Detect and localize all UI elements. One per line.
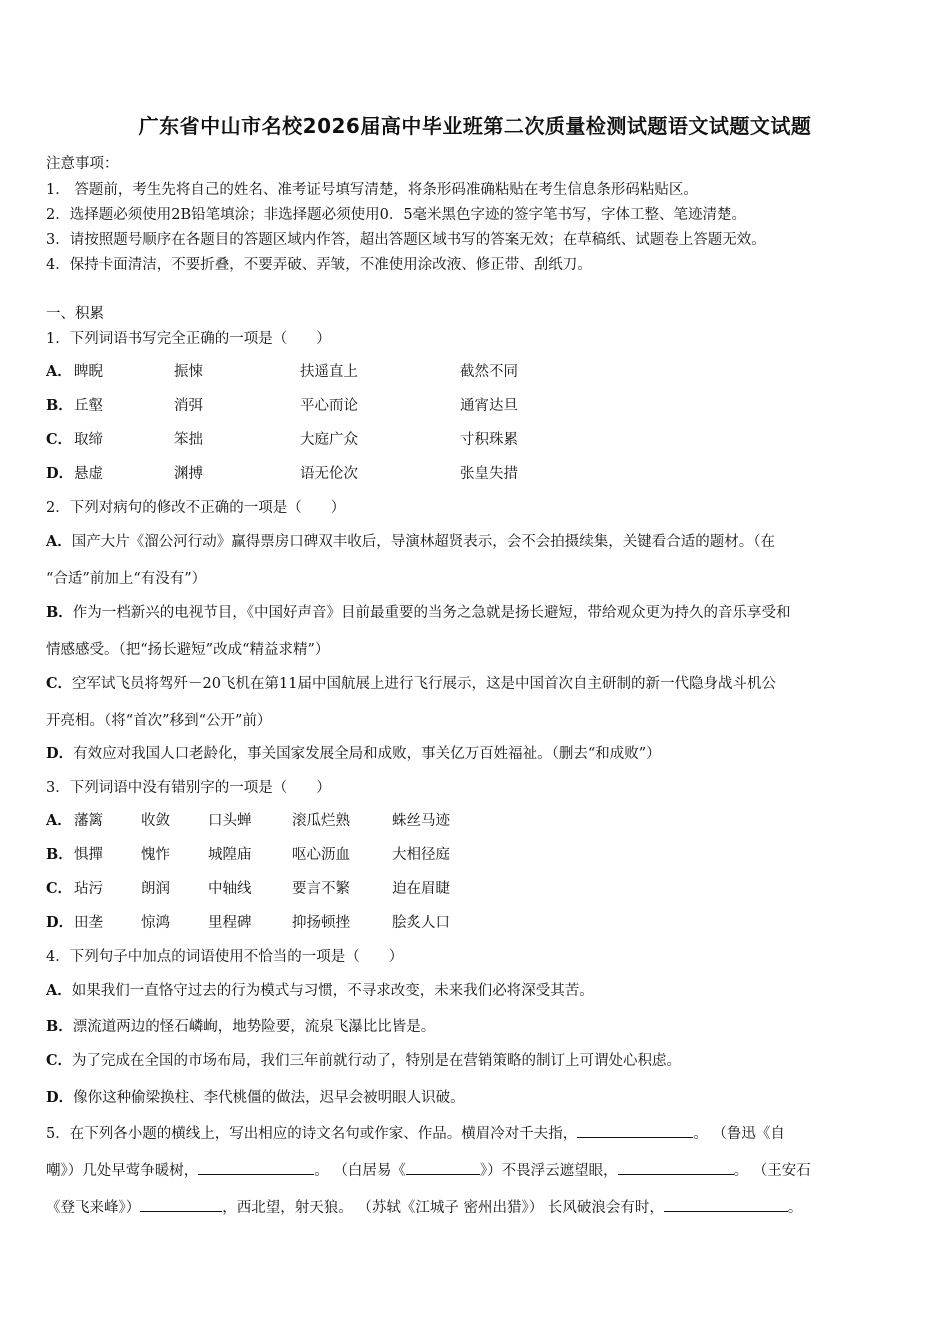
answer-blank[interactable] — [406, 1160, 480, 1175]
q5-text: ，西北望，射天狼。 （苏轼《江城子 密州出猎》） 长风破浪会有时， — [222, 1200, 664, 1216]
question-3-stem: 3．下列词语中没有错别字的一项是（ ） — [46, 780, 331, 796]
option-word: 惧撣 — [74, 847, 103, 863]
q5-text: 5．在下列各小题的横线上，写出相应的诗文名句或作家、作品。横眉冷对千夫指， — [46, 1126, 578, 1142]
section-heading: 一、积累 — [46, 306, 104, 322]
option-word: 振悚 — [174, 364, 203, 380]
option-label: C． — [46, 431, 73, 448]
notice-item: 1． 答题前，考生先将自己的姓名、准考证号填写清楚，将条形码准确粘贴在考生信息条形码粘贴区。 — [46, 182, 698, 198]
option-word: 惊鸿 — [141, 915, 170, 931]
option-word: 寸积珠累 — [460, 432, 518, 448]
question-4-option-a — [46, 979, 594, 1000]
q5-text: 。 （鲁迅《自 — [693, 1126, 785, 1142]
option-label: D． — [46, 465, 74, 482]
option-text: 漂流道两边的怪石嶙峋，地势险要，流泉飞瀑比比皆是。 — [72, 1019, 436, 1035]
option-label: D． — [46, 914, 74, 931]
option-word: 玷污 — [74, 881, 103, 897]
option-text: 国产大片《溜公河行动》赢得票房口碑双丰收后，导演林超贤表示，会不会拍摄续集，关键看合适的题材。（在 — [71, 534, 776, 550]
q5-text: 》）不畏浮云遮望眼， — [479, 1163, 618, 1179]
option-label: A． — [46, 982, 72, 999]
option-word: 要言不繁 — [292, 881, 350, 897]
question-5-line-2 — [46, 1159, 811, 1180]
option-word: 截然不同 — [460, 364, 518, 380]
option-word: 张皇失措 — [460, 466, 518, 482]
option-word: 田垄 — [74, 915, 103, 931]
option-word: 睥睨 — [74, 364, 103, 380]
option-label: D． — [46, 1089, 74, 1106]
option-word: 取缔 — [74, 432, 103, 448]
answer-blank[interactable] — [140, 1197, 222, 1212]
option-word: 呕心沥血 — [292, 847, 350, 863]
option-text: 像你这种偷梁换柱、李代桃僵的做法，迟早会被明眼人识破。 — [73, 1090, 465, 1106]
option-label: D． — [46, 745, 74, 762]
q5-text: 。 （王安石 — [733, 1163, 811, 1179]
notice-item: 4．保持卡面清洁，不要折叠，不要弄破、弄皱，不准使用涂改液、修正带、刮纸刀。 — [46, 257, 592, 273]
option-word: 脍炙人口 — [392, 915, 450, 931]
option-label: C． — [46, 675, 73, 692]
question-4-stem: 4．下列句子中加点的词语使用不恰当的一项是（ ） — [46, 949, 404, 965]
option-word: 口头蝉 — [208, 813, 252, 829]
option-word: 笨拙 — [174, 432, 203, 448]
option-text: 空军试飞员将驾歼－20飞机在第11届中国航展上进行飞行展示，这是中国首次自主研制的新一代隐身战斗机公 — [72, 676, 776, 692]
option-word: 朗润 — [141, 881, 170, 897]
notice-item: 2．选择题必须使用2B铅笔填涂；非选择题必须使用0．5毫米黑色字迹的签字笔书写，字体工整、笔迹清楚。 — [46, 207, 747, 223]
question-5-line-1 — [46, 1122, 785, 1143]
question-2-option-d — [46, 742, 661, 763]
option-label: A． — [46, 363, 72, 380]
option-text: 如果我们一直恪守过去的行为模式与习惯，不寻求改变，未来我们必将深受其苦。 — [71, 983, 594, 999]
option-label: C． — [46, 1052, 73, 1069]
question-5-line-3 — [46, 1196, 802, 1217]
option-label: A． — [46, 533, 72, 550]
option-word: 平心而论 — [300, 398, 358, 414]
option-word: 大相径庭 — [392, 847, 450, 863]
option-word: 抑扬顿挫 — [292, 915, 350, 931]
option-word: 悬虚 — [74, 466, 103, 482]
page-title: 广东省中山市名校2026届高中毕业班第二次质量检测试题语文试题文试题 — [138, 114, 812, 138]
q5-text: 。 — [787, 1200, 803, 1216]
option-label: B． — [46, 397, 73, 414]
question-2-option-b — [46, 601, 791, 622]
option-text: 为了完成在全国的市场布局，我们三年前就行动了，特别是在营销策略的制订上可谓处心积虑。 — [72, 1053, 682, 1069]
option-word: 滚瓜烂熟 — [292, 813, 350, 829]
answer-blank[interactable] — [664, 1197, 788, 1212]
option-word: 通宵达旦 — [460, 398, 518, 414]
question-2-option-a — [46, 530, 775, 551]
option-word: 迫在眉睫 — [392, 881, 450, 897]
answer-blank[interactable] — [618, 1160, 734, 1175]
option-word: 收敛 — [141, 813, 170, 829]
q5-text: 嘲》）几处早莺争暖树， — [46, 1163, 199, 1179]
option-text: 有效应对我国人口老龄化，事关国家发展全局和成败，事关亿万百姓福祉。（删去“和成败”） — [73, 746, 661, 762]
q5-text: 。 （白居易《 — [314, 1163, 406, 1179]
option-label: B． — [46, 1018, 73, 1035]
notice-heading: 注意事项： — [46, 156, 119, 172]
question-4-option-d — [46, 1086, 465, 1107]
option-text: 作为一档新兴的电视节目，《中国好声音》目前最重要的当务之急就是扬长避短，带给观众更为持久的音乐享受和 — [72, 605, 791, 621]
option-label: C． — [46, 880, 73, 897]
option-word: 扶遥直上 — [300, 364, 358, 380]
question-4-option-c — [46, 1049, 681, 1070]
option-word: 藩篱 — [74, 813, 103, 829]
question-2-option-c-cont: 开亮相。（将“首次”移到“公开”前） — [46, 713, 272, 729]
option-word: 里程碑 — [208, 915, 252, 931]
option-label: B． — [46, 604, 73, 621]
option-word: 蛛丝马迹 — [392, 813, 450, 829]
option-word: 城隍庙 — [208, 847, 252, 863]
question-1-stem: 1．下列词语书写完全正确的一项是（ ） — [46, 331, 331, 347]
option-word: 愧怍 — [141, 847, 170, 863]
option-word: 丘壑 — [74, 398, 103, 414]
answer-blank[interactable] — [198, 1160, 314, 1175]
option-word: 大庭广众 — [300, 432, 358, 448]
option-label: A． — [46, 812, 72, 829]
question-2-option-b-cont: 情感感受。（把“扬长避短”改成“精益求精”） — [46, 642, 330, 658]
option-word: 中轴线 — [208, 881, 252, 897]
notice-item: 3．请按照题号顺序在各题目的答题区域内作答，超出答题区域书写的答案无效；在草稿纸、试题卷上答题无效。 — [46, 232, 766, 248]
question-2-stem: 2．下列对病句的修改不正确的一项是（ ） — [46, 500, 346, 516]
option-word: 消弭 — [174, 398, 203, 414]
option-word: 语无伦次 — [300, 466, 358, 482]
question-2-option-a-cont: “合适”前加上“有没有”） — [46, 571, 207, 587]
question-4-option-b — [46, 1015, 435, 1036]
option-word: 渊搏 — [174, 466, 203, 482]
question-2-option-c — [46, 672, 776, 693]
answer-blank[interactable] — [577, 1123, 693, 1138]
q5-text: 《登飞来峰》） — [46, 1200, 141, 1216]
option-label: B． — [46, 846, 73, 863]
